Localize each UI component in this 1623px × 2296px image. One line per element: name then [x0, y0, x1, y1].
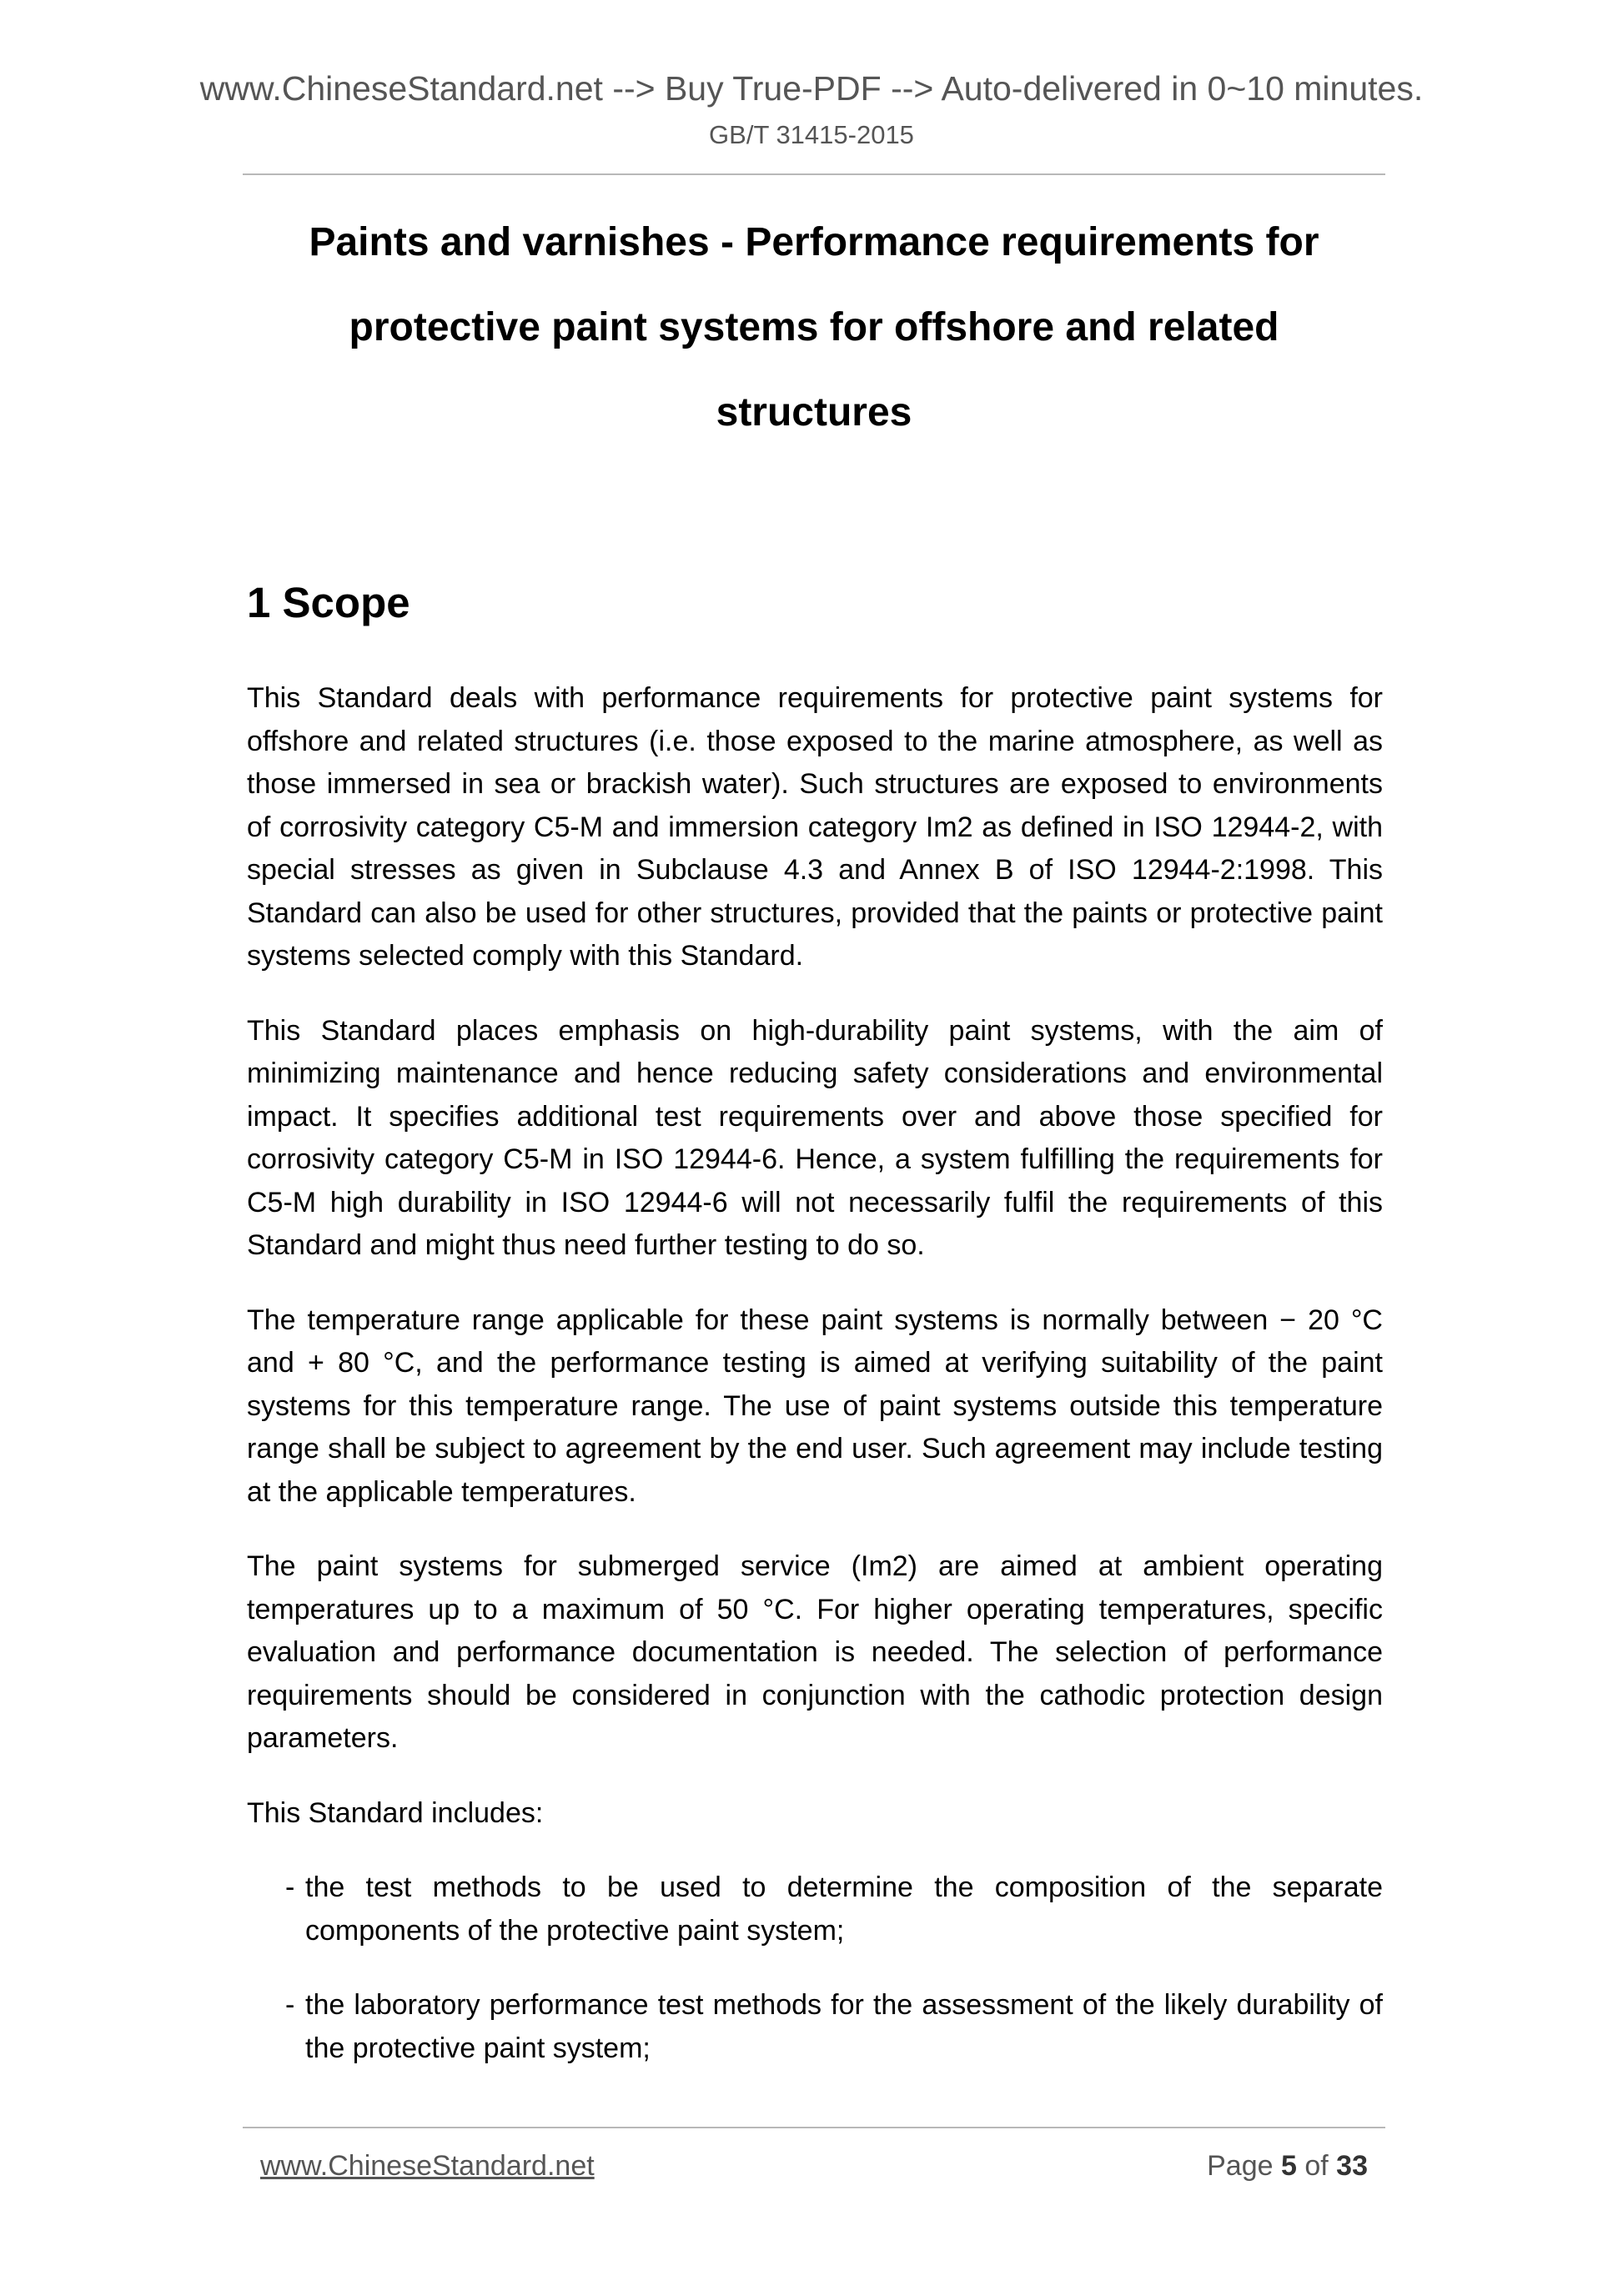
page-of: of — [1304, 2150, 1329, 2182]
paragraph: This Standard places emphasis on high-durability paint systems, with the aim of minimizing maintenance and hence reducing safety considerations and environmental impact. It specifies additional test requirements over and above those specified for corrosivity category C5-M in ISO 12944-6. Hence, a system fulfilling the requirements for C5-M high durability in ISO 12944-6 will not necessarily fulfil the requirements of this Standard and might thus need further testing to do so. — [247, 1014, 1383, 1261]
title-line-2: protective paint systems for offshore and related — [349, 305, 1279, 349]
title-line-1: Paints and varnishes - Performance requirements for — [309, 220, 1319, 264]
page-total: 33 — [1336, 2150, 1368, 2182]
header-banner: www.ChineseStandard.net --> Buy True-PDF --> Auto-delivered in 0~10 minutes. — [199, 69, 1424, 108]
includes-list — [247, 1866, 1383, 2070]
document-title — [243, 200, 1385, 455]
list-dash: - — [285, 1871, 295, 1903]
page-current: 5 — [1280, 2150, 1297, 2182]
paragraph: The temperature range applicable for these paint systems is normally between − 20 °C and + 80 °C, and the performance testing is aimed at verifying suitability of the paint systems for this temperature range. The use of paint systems outside this temperature range shall be subject to agreement by the end user. Such agreement may include testing at the applicable temperatures. — [247, 1304, 1383, 1508]
list-item-text: the test methods to be used to determine the composition of the separate components of the protective paint system; — [305, 1871, 1383, 1947]
paragraph: The paint systems for submerged service (Im2) are aimed at ambient operating temperatures up to a maximum of 50 °C. For higher operating temperatures, specific evaluation and performance documentation is needed. The selection of performance requirements should be considered in conjunction with the cathodic protection design parameters. — [247, 1550, 1383, 1754]
list-item — [247, 1984, 1383, 2070]
paragraph: This Standard deals with performance requirements for protective paint systems for offshore and related structures (i.e. those exposed to the marine atmosphere, as well as those immersed in sea or brackish water). Such structures are exposed to environments of corrosivity category C5-M and immersion category Im2 as defined in ISO 12944-2, with special stresses as given in Subclause 4.3 and Annex B of ISO 12944-2:1998. This Standard can also be used for other structures, provided that the paints or protective paint systems selected comply with this Standard. — [247, 682, 1383, 972]
page-number — [1084, 2145, 1368, 2187]
paragraph: This Standard includes: — [247, 1796, 544, 1829]
footer-divider — [243, 2127, 1385, 2128]
standard-code: GB/T 31415-2015 — [709, 120, 914, 149]
list-dash: - — [285, 1989, 295, 2021]
section-heading-scope: 1 Scope — [247, 579, 410, 626]
section-body — [247, 677, 1383, 2102]
footer-website-link[interactable]: www.ChineseStandard.net — [260, 2150, 595, 2182]
title-line-3: structures — [716, 390, 912, 435]
list-item — [247, 1866, 1383, 1952]
page-prefix: Page — [1207, 2150, 1274, 2182]
header-divider — [243, 173, 1385, 175]
list-item-text: the laboratory performance test methods for the assessment of the likely durability of the protective paint system; — [305, 1989, 1383, 2064]
